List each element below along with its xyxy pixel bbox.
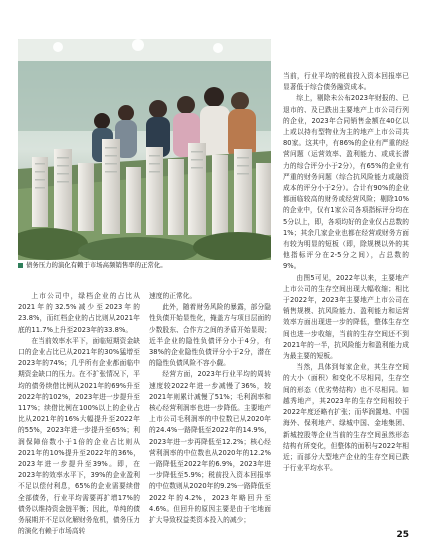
page-number: 25 — [396, 530, 409, 540]
figure-caption — [18, 261, 271, 277]
paragraph: 经营方面，2023年行业平均的周转速度较2022年进一步减慢了36%，较2021年则累计减慢了51%；毛利润率和核心经营利润率也进一步降低。主要地产上市公司毛利润率的中位数已从2020年的24.4%一路降低至2022年的14.9%，2023年进一步再降低至12.2%；核心经营利润率的中位数也从2020年的12.2%一路降低至2022年的6.9%，2023年进一步降低至5.9%；税前投入资本回报率的中位数则从2020年的9.2%一路降低至2022年的4.2%，2023年略回升至4.6%。但回升的原因主要是由于宅地面扩大导致权益类资本投入的减少； — [149, 370, 271, 525]
paragraph: 综上，剔除未公布2023年财报的、已退市的、及已跌出主要地产上市公司行列的企业，2023年合同销售金额在40亿以上或以持有型物业为主的地产上市公司共80家。这其中，有86%的企业有严重的经营问题（运营效率、盈利能力、或成长潜力的综合评分小于2分），有65%的企业有严重的财务问题（综合抗风险能力或融资成本的评分小于2分）。合计有90%的企业都面临较高的财务或经营风险；剔除10%的企业中，仅有1家公司各项指标评分均在5分以上，即，各项均好的企业仅占总数的1%；其余几家企业也都在经营或财务方面有较为明显的短板（即，除规模以外的其他指标评分在2-5分之间），占总数的9%。 — [283, 94, 409, 271]
paragraph: 由图5可见，2022年以来，主要地产上市公司的生存空间出现大幅收缩；相比于2022年，2023年主要地产上市公司在销售规模、抗风险能力、盈利能力和运营效率方面出现进一步的降低，整体生存空间也进一步收缩，当前的生存空间还不到2021年的一半，抗风险能力和盈利能力成为最主要的短板。 — [283, 273, 409, 361]
text-column-3 — [283, 71, 409, 474]
photo-illustration — [18, 39, 271, 260]
caption-bullet-icon — [18, 263, 23, 268]
model-viewing-photo — [18, 39, 271, 260]
paragraph: 当然，具体到每家企业，其生存空间的大小（面积）和变化不尽相同，生存空间的形态（优劣势结构）也不尽相同。如越秀地产，其2023年的生存空间相较于2022年度还略有扩张；而华润置地、中国海外、保利地产、绿城中国、金地集团、新城控股等企业当前的生存空间虽然形态结构有所变化，但整体的面积与2022年相近；而部分大型地产企业的生存空间已跌于行业平均水平。 — [283, 363, 409, 473]
paragraph: 当前，行业平均的税前投入资本回报率已显著低于综合债务融资成本。 — [283, 72, 409, 92]
paragraph: 速度的正常化。 — [149, 292, 197, 300]
paragraph: 上市公司中，绿档企业的占比从2021年的32.5%减少至2023年的23.8%，而红档企业的占比则从2021年底的11.7%上升至2023年的33.8%。 — [18, 292, 140, 334]
text-column-2 — [149, 291, 271, 526]
building-models — [32, 139, 271, 237]
paragraph: 此外，随着财务风险的暴露，部分隐性负债开始显性化，掩盖方与项目层面的少数股东、合作方之间的矛盾开始显现；近半企业的隐性负债评分小于4分，有38%的企业隐性负债评分小于2分，潜在的隐性负债风险不容小觑。 — [149, 303, 271, 368]
text-column-1 — [18, 291, 140, 537]
figure-caption-text: 债务压力的演化有赖于市场高频销售率的正常化。 — [26, 261, 167, 269]
paragraph: 在当前效率水平下，面临短期资金缺口的企业占比已从2021年的30%猛增至2023年的74%；几乎所有企业都面临中期资金缺口的压力。在不扩张情况下，平均的债务续借比例从2021年的69%升至2022年的102%，2023年进一步提升至117%；续借比例在100%以上的企业占比从2021年的16%大幅提升至2022年的55%，2023年进一步提升至65%；利润保障倍数小于1倍的企业占比则从2021年的10%提升至2022年的36%，2023年进一步提升至39%。即，在2023年的效率水平下，39%的企业盈利不足以偿付利息，65%的企业需要续借全部债务，行业平均需要再扩增17%的债务以维持资金链平衡；因此，单纯的债务展期并不足以化解财务危机，债务压力的演化有赖于市场高转 — [18, 336, 140, 536]
